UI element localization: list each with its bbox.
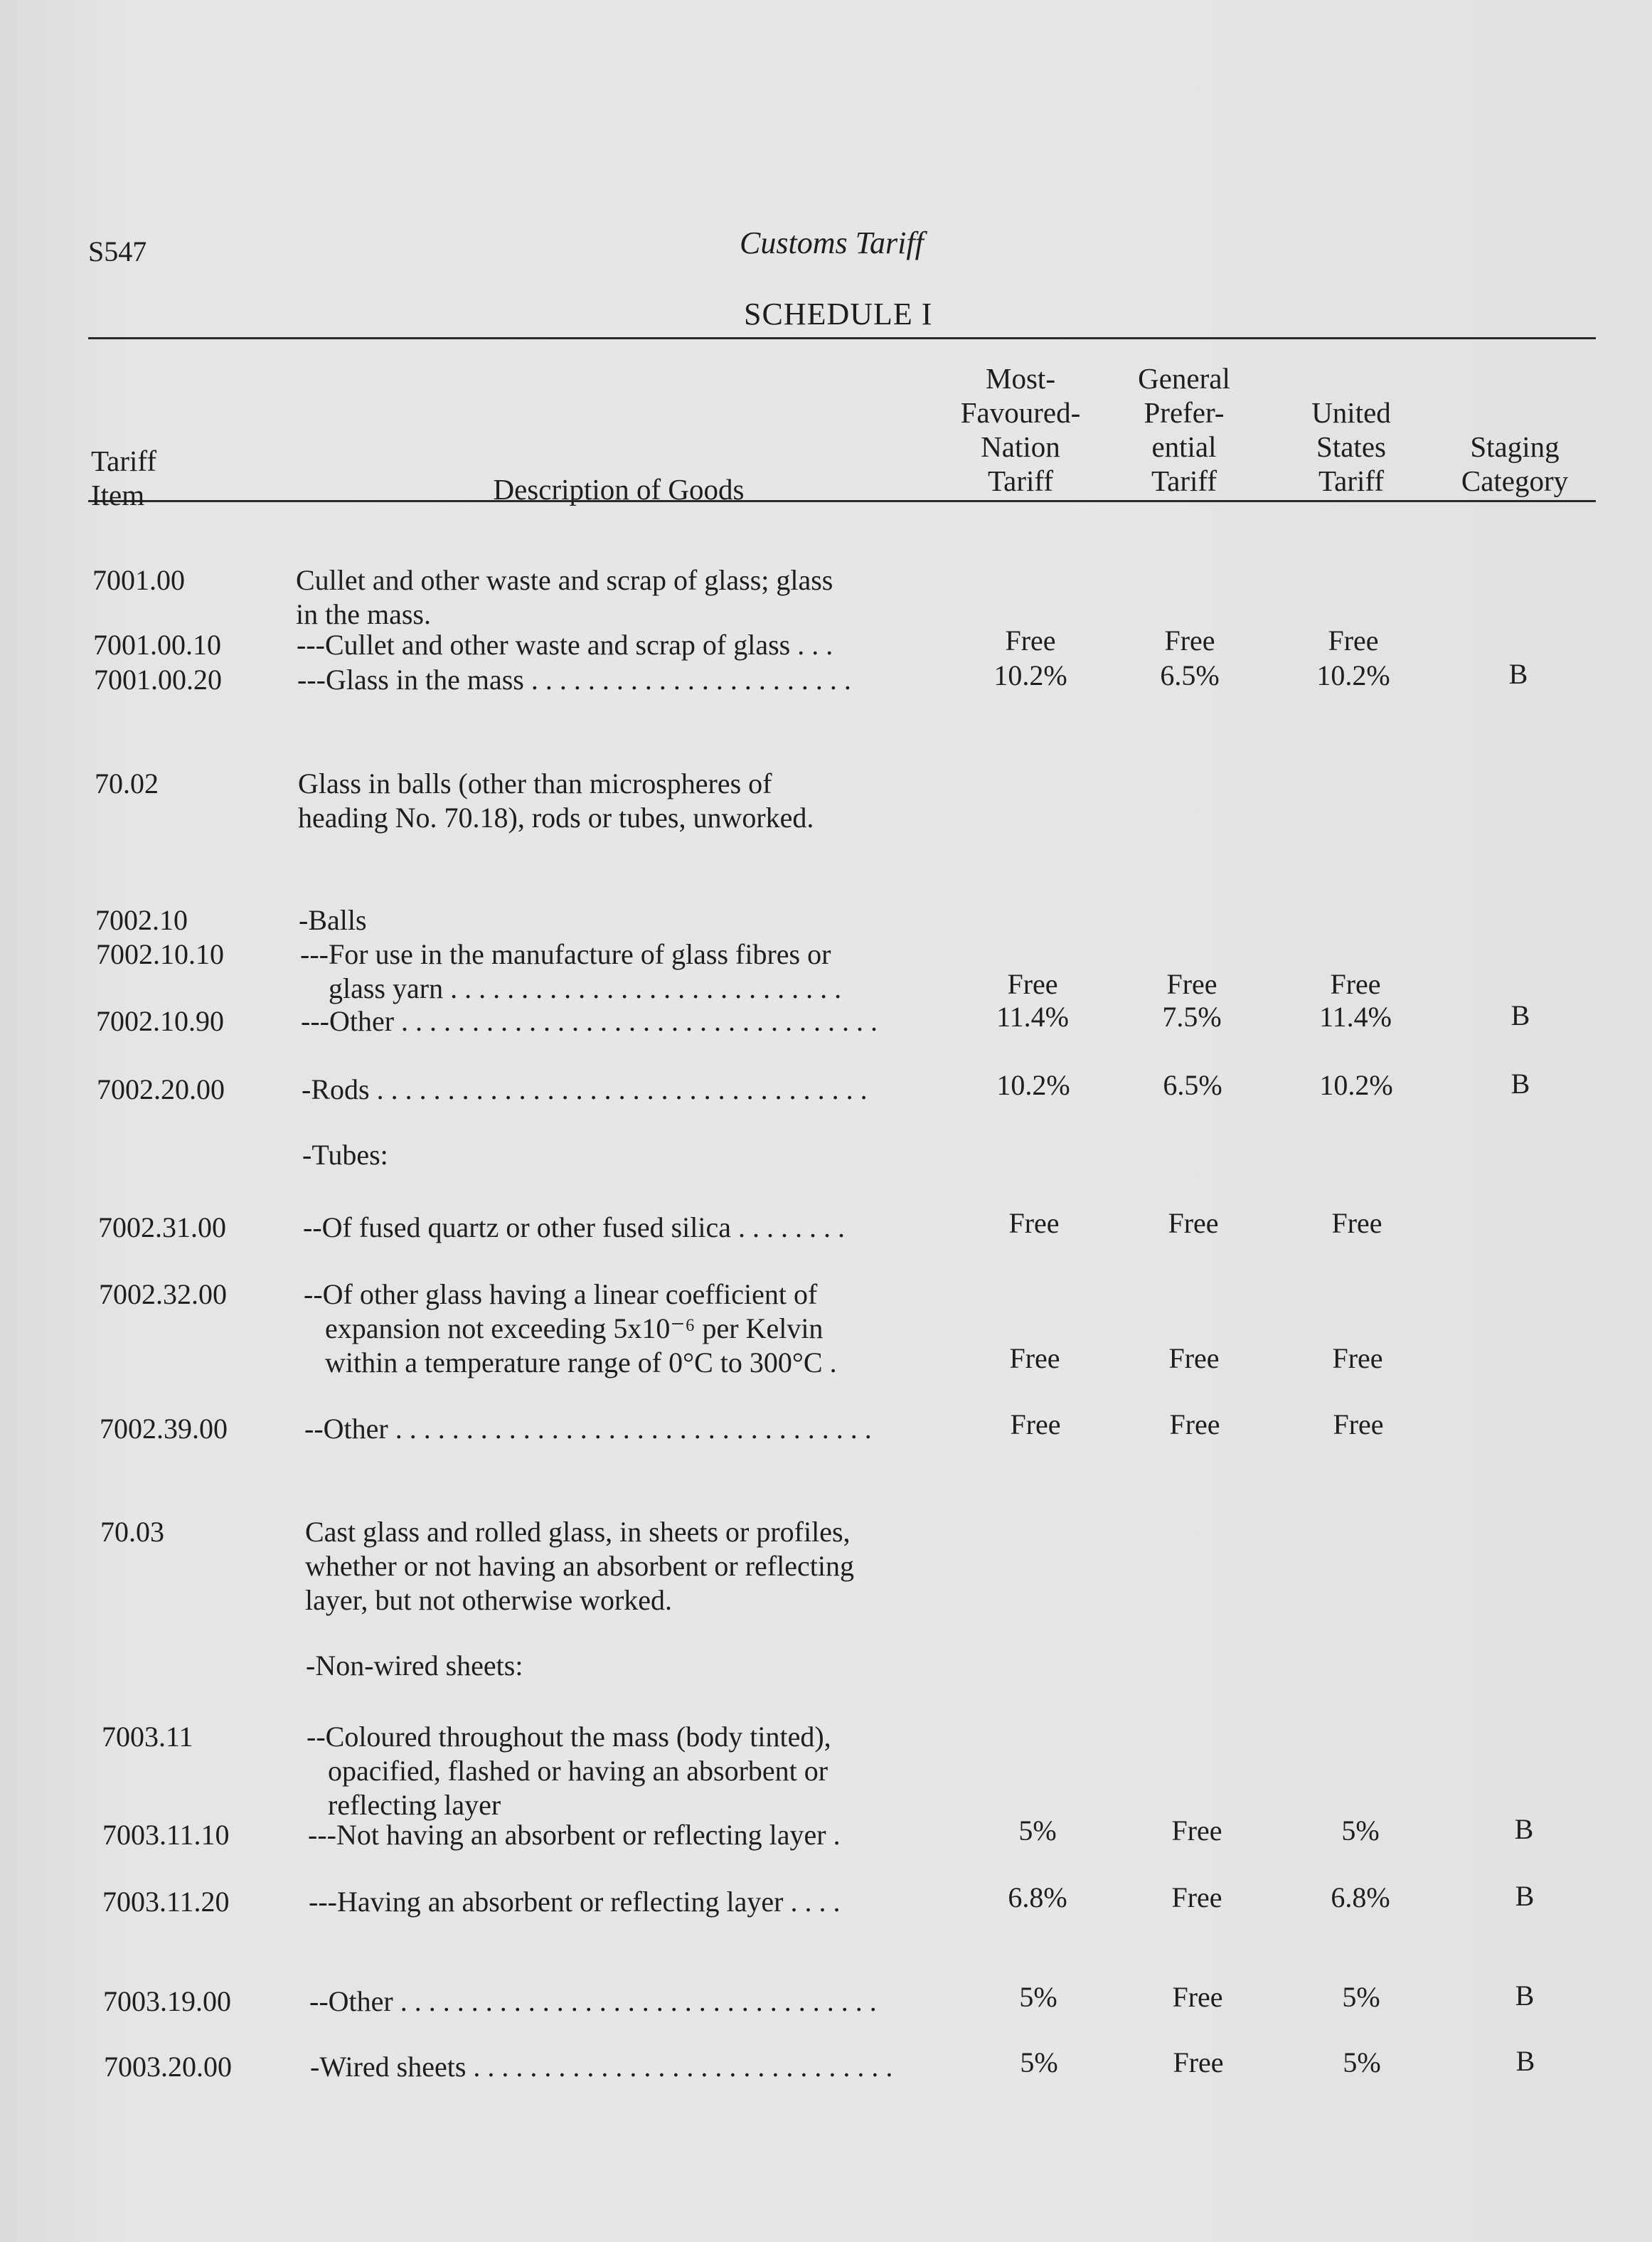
tariff-item-code: 7001.00.10 (93, 629, 221, 661)
schedule-title: SCHEDULE I (744, 297, 933, 331)
mfn-rate: Free (1005, 625, 1056, 657)
ust-rate: 5% (1342, 1981, 1380, 2013)
goods-description: Cullet and other waste and scrap of glass; glass (296, 564, 833, 596)
goods-description: ---Having an absorbent or reflecting layer . . . . (309, 1886, 841, 1918)
gpt-rate: Free (1168, 1342, 1220, 1374)
ust-rate: Free (1330, 968, 1381, 1000)
ust-rate: 10.2% (1316, 659, 1390, 691)
goods-description: -Rods . . . . . . . . . . . . . . . . . . . . . . . . . . . . . . . . . . . (302, 1073, 868, 1105)
goods-description: Glass in balls (other than microspheres of (298, 767, 772, 799)
col-header-gpt-line: General (1138, 362, 1230, 395)
mfn-rate: Free (1007, 968, 1058, 1000)
ust-rate: Free (1332, 1342, 1383, 1374)
tariff-item-code: 7003.19.00 (103, 1985, 231, 2017)
goods-description: in the mass. (296, 598, 431, 630)
header-rule (88, 500, 1596, 502)
tariff-item-code: 70.02 (95, 767, 159, 799)
goods-description: heading No. 70.18), rods or tubes, unworked. (298, 802, 814, 834)
goods-description: --Other . . . . . . . . . . . . . . . . . . . . . . . . . . . . . . . . . . (309, 1985, 877, 2017)
goods-description: ---Glass in the mass . . . . . . . . . . . . . . . . . . . . . . . (297, 664, 851, 696)
goods-description: ---Cullet and other waste and scrap of glass . . . (297, 629, 833, 661)
goods-description: --Of other glass having a linear coefficient of (304, 1278, 818, 1310)
goods-description: ---Other . . . . . . . . . . . . . . . . . . . . . . . . . . . . . . . . . . (301, 1005, 878, 1037)
col-header-mfn-line: Favoured- (960, 396, 1081, 429)
col-header-gpt-line: Tariff (1151, 464, 1217, 497)
col-header-gpt (1109, 361, 1259, 498)
goods-description: -Balls (299, 904, 367, 936)
goods-description: -Non-wired sheets: (306, 1649, 523, 1682)
goods-description: layer, but not otherwise worked. (305, 1584, 673, 1616)
ust-rate: 5% (1341, 1815, 1380, 1847)
staging-category: B (1514, 1813, 1534, 1845)
staging-category: B (1510, 999, 1530, 1031)
tariff-item-code: 70.03 (100, 1516, 164, 1548)
ust-rate: 5% (1343, 2046, 1381, 2078)
col-header-gpt-line: Prefer- (1144, 396, 1225, 429)
col-header-gpt-line: ential (1151, 430, 1217, 463)
goods-description: whether or not having an absorbent or reflecting (305, 1550, 854, 1582)
mfn-rate: Free (1009, 1342, 1060, 1374)
col-header-staging-line: Staging (1470, 430, 1560, 463)
gpt-rate: Free (1171, 1815, 1222, 1847)
mfn-rate: 6.8% (1008, 1881, 1067, 1913)
gpt-rate: 7.5% (1162, 1001, 1222, 1033)
ust-rate: 6.8% (1331, 1881, 1390, 1913)
tariff-item-code: 7003.11 (102, 1721, 193, 1753)
tariff-item-code: 7002.10 (95, 904, 188, 936)
tariff-item-code: 7002.39.00 (100, 1413, 228, 1445)
mfn-rate: 5% (1019, 1981, 1057, 2013)
ust-rate: Free (1331, 1207, 1382, 1239)
staging-category: B (1510, 1068, 1530, 1100)
staging-category: B (1515, 1880, 1535, 1912)
staging-category: B (1508, 658, 1528, 690)
col-header-mfn-line: Nation (981, 430, 1060, 463)
goods-description: glass yarn . . . . . . . . . . . . . . . . . . . . . . . . . . . . (300, 972, 842, 1004)
gpt-rate: Free (1173, 2046, 1224, 2078)
col-header-ust-line: Tariff (1318, 464, 1384, 497)
tariff-item-code: 7003.11.20 (102, 1886, 230, 1918)
gpt-rate: 6.5% (1163, 1069, 1222, 1101)
staging-category: B (1515, 1980, 1535, 2012)
tariff-item-code: 7002.32.00 (99, 1278, 227, 1310)
col-header-staging-line: Category (1461, 464, 1569, 497)
gpt-rate: Free (1169, 1408, 1220, 1440)
mfn-rate: 10.2% (996, 1069, 1070, 1101)
goods-description: --Coloured throughout the mass (body tinted), (307, 1721, 831, 1753)
goods-description: within a temperature range of 0°C to 300°C . (304, 1346, 837, 1378)
mfn-rate: 10.2% (993, 659, 1067, 691)
col-header-mfn (946, 361, 1095, 498)
mfn-rate: 11.4% (996, 1001, 1069, 1033)
goods-description: ---Not having an absorbent or reflecting layer . (308, 1819, 841, 1851)
col-header-ust (1277, 395, 1426, 498)
gpt-rate: Free (1166, 968, 1217, 1000)
col-header-tariff-item-line: Tariff (91, 445, 156, 477)
col-header-ust-line: United (1311, 396, 1391, 429)
mfn-rate: Free (1010, 1408, 1061, 1440)
goods-description: -Wired sheets . . . . . . . . . . . . . . . . . . . . . . . . . . . . . . (310, 2051, 893, 2083)
staging-category: B (1515, 2045, 1535, 2077)
goods-description: --Of fused quartz or other fused silica . . . . . . . . (303, 1211, 845, 1243)
col-header-ust-line: States (1316, 430, 1386, 463)
running-title: Customs Tariff (740, 225, 924, 260)
mfn-rate: 5% (1020, 2046, 1058, 2078)
tariff-item-code: 7002.10.10 (96, 938, 224, 970)
col-header-tariff-item (91, 444, 247, 512)
top-rule (88, 337, 1596, 339)
goods-description: -Tubes: (302, 1139, 388, 1171)
col-header-staging (1437, 430, 1593, 498)
col-header-mfn-line: Tariff (988, 464, 1053, 497)
tariff-item-code: 7002.10.90 (96, 1005, 224, 1037)
col-header-mfn-line: Most- (986, 362, 1055, 395)
goods-description: Cast glass and rolled glass, in sheets or profiles, (305, 1516, 851, 1548)
ust-rate: Free (1333, 1408, 1384, 1440)
mfn-rate: Free (1008, 1207, 1060, 1239)
tariff-item-code: 7002.31.00 (98, 1211, 226, 1243)
ust-rate: 11.4% (1319, 1001, 1392, 1033)
col-header-description (427, 472, 811, 506)
tariff-item-code: 7001.00.20 (94, 664, 222, 696)
gpt-rate: Free (1172, 1981, 1223, 2013)
tariff-item-code: 7003.20.00 (104, 2051, 232, 2083)
col-header-description-line: Description of Goods (493, 473, 745, 506)
goods-description: opacified, flashed or having an absorbent or (307, 1755, 828, 1787)
goods-description: reflecting layer (307, 1789, 501, 1821)
tariff-item-code: 7003.11.10 (102, 1819, 230, 1851)
gpt-rate: Free (1168, 1207, 1219, 1239)
gpt-rate: Free (1164, 625, 1215, 657)
ust-rate: 10.2% (1319, 1069, 1393, 1101)
mfn-rate: 5% (1018, 1815, 1057, 1847)
goods-description: ---For use in the manufacture of glass fibres or (300, 938, 831, 970)
gpt-rate: Free (1171, 1881, 1222, 1913)
page-number: S547 (88, 235, 147, 267)
goods-description: expansion not exceeding 5x10⁻⁶ per Kelvin (304, 1312, 824, 1344)
gpt-rate: 6.5% (1160, 659, 1220, 691)
ust-rate: Free (1328, 625, 1379, 657)
col-header-tariff-item-line: Item (91, 479, 145, 511)
tariff-item-code: 7001.00 (92, 564, 185, 596)
tariff-item-code: 7002.20.00 (97, 1073, 225, 1105)
goods-description: --Other . . . . . . . . . . . . . . . . . . . . . . . . . . . . . . . . . . (304, 1413, 872, 1445)
